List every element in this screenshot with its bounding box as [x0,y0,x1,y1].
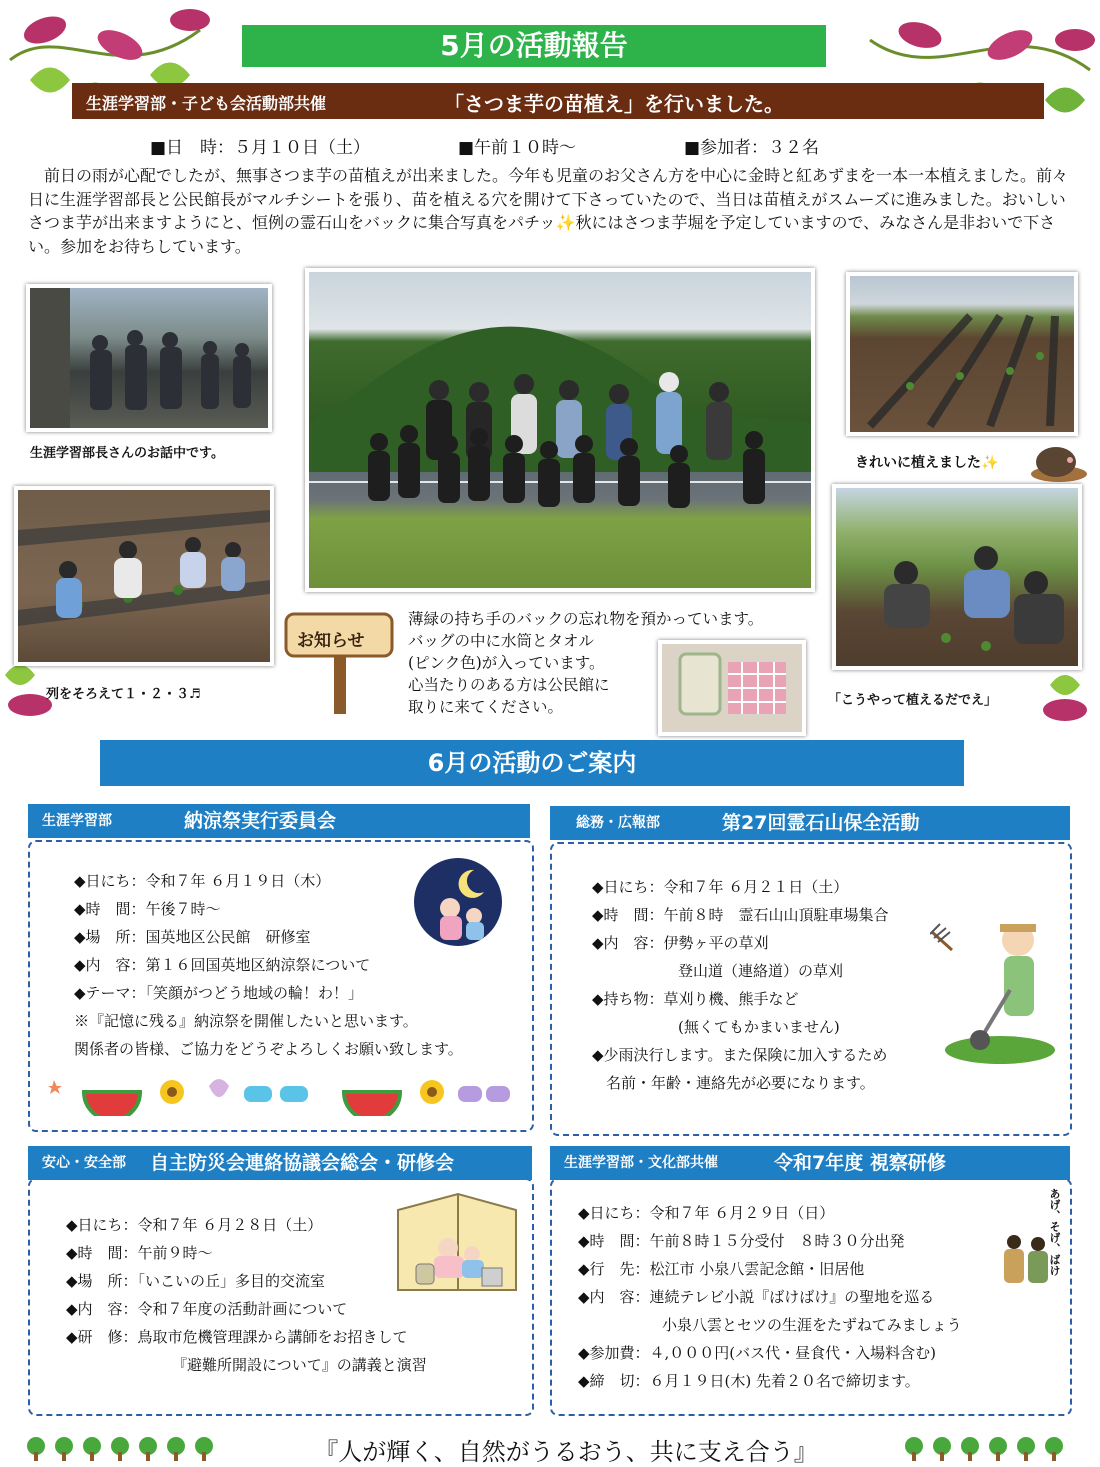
photo-group [305,268,815,592]
bakebake-illustration [996,1188,1062,1288]
caption-rows: 列をそろえて１・２・３♬ [46,687,201,702]
box-line: ◆参加費：４,０００円(バス代・昼食代・入場料含む) [578,1344,937,1362]
box-line: ◆日にち：令和７年 ６月２９日（日） [578,1204,835,1222]
box-line: ※『記憶に残る』納涼祭を開催したいと思います。 [74,1012,418,1030]
box-line: ◆時 間：午前９時～ [66,1244,213,1262]
box-line: ◆時 間：午前８時 霊石山山頂駐車場集合 [592,906,889,924]
box-line: ◆内 容：伊勢ヶ平の草刈 [592,934,769,952]
trees-decoration [902,1436,1082,1462]
box-line: 登山道（連絡道）の草刈 [678,962,844,980]
may-report-banner: 5月の活動報告 [242,25,826,67]
box-disaster-prevention-header [28,1146,532,1180]
notice-line: 心当たりのある方は公民館に [408,676,610,694]
caption-planted: きれいに植えました✨ [855,455,999,471]
notice-line: 薄緑の持ち手のバックの忘れ物を預かっています。 [408,610,764,628]
evacuation-shelter-illustration [388,1190,524,1302]
box-line: ◆持ち物：草刈り機、熊手など [592,990,799,1008]
box-line: ◆締 切：６月１９日(木) 先着２０名で締切ます。 [578,1372,920,1390]
signpost-icon [284,596,396,716]
box-line: ◆内 容：第１６回国英地区納涼祭について [74,956,371,974]
box-dept: 総務・広報部 [576,815,660,831]
box-line: ◆時 間：午前８時１５分受付 ８時３０分出発 [578,1232,905,1250]
event-time: ■午前１０時～ [458,138,577,158]
box-title: 第27回霊石山保全活動 [722,812,920,834]
event-title-bar [72,83,1044,119]
box-line: ◆内 容：令和７年度の活動計画について [66,1300,348,1318]
slogan: 『人が輝く、自然がうるおう、共に支え合う』 [314,1438,818,1466]
mole-icon [1030,438,1088,482]
box-dept: 生涯学習部 [42,813,112,829]
box-line: (無くてもかまいません) [678,1018,840,1036]
box-line: ◆テーマ：「笑顔がつどう地域の輪！わ！」 [74,984,364,1002]
caption-talk: 生涯学習部長さんのお話中です。 [30,446,224,461]
trees-decoration [24,1436,224,1462]
event-date: ■日 時：５月１０日（土） [150,138,371,158]
photo-rows [14,486,274,666]
night-festival-illustration [412,856,504,946]
box-line: 関係者の皆様、ご協力をどうぞよろしくお願い致します。 [74,1040,463,1058]
bakebake-art-text: あげ、そげ、ばけ [1048,1188,1061,1276]
event-sponsor: 生涯学習部・子ども会活動部共催 [86,94,327,113]
box-line: ◆少雨決行します。また保険に加入するため [592,1046,888,1064]
box-study-tour-header [550,1146,1070,1180]
photo-lost-bag [658,640,806,736]
june-guide-banner: 6月の活動のご案内 [100,740,964,786]
box-line: ◆日にち：令和７年 ６月２８日（土） [66,1216,323,1234]
box-line: ◆日にち：令和７年 ６月１９日（木） [74,872,331,890]
event-report-text: 前日の雨が心配でしたが、無事さつま芋の苗植えが出来ました。今年も児童のお父さん方を中心に金時と紅あずまを一本一本植えました。前々日に生涯学習部長と公民館長がマルチシートを張り、苗を植える穴を開けて下さっていたので、当日は苗植えがスムーズに進みました。おいしいさつま芋が出来ますようにと、恒例の霊石山をバックに集合写真をパチッ✨秋にはさつま芋堀を予定していますので、みなさん是非おいで下さい。参加をお待ちしています。 [28,166,1069,256]
box-line: ◆行 先：松江市 小泉八雲記念館・旧居他 [578,1260,865,1278]
box-mountain-conservation-header [550,806,1070,840]
notice-line: バッグの中に水筒とタオル [408,632,595,650]
photo-planted [846,272,1078,436]
box-line: 『避難所開設について』の講義と演習 [172,1356,427,1374]
box-summer-festival-header [28,804,530,838]
box-line: ◆日にち：令和７年 ６月２１日（土） [592,878,849,896]
box-title: 自主防災会連絡協議会総会・研修会 [150,1152,455,1174]
notice-sign: お知らせ [297,631,365,651]
box-line: ◆場 所：「いこいの丘」多目的交流室 [66,1272,326,1290]
photo-how [832,484,1082,670]
box-title: 令和7年度 視察研修 [774,1152,946,1174]
box-dept: 安心・安全部 [42,1155,126,1171]
box-line: 小泉八雲とセツの生涯をたずねてみましょう [662,1316,962,1334]
summer-items-illustration [44,1070,514,1116]
box-line: 名前・年齢・連絡先が必要になります。 [606,1074,875,1092]
box-line: ◆内 容：連続テレビ小説『ばけばけ』の聖地を巡る [578,1288,935,1306]
box-line: ◆場 所：国英地区公民館 研修室 [74,928,311,946]
box-title: 納涼祭実行委員会 [184,810,337,832]
box-line: ◆時 間：午後７時～ [74,900,221,918]
event-title: 「さつま芋の苗植え」を行いました。 [444,92,784,116]
sweet-potato-vine-decoration [1030,670,1100,740]
box-line: ◆研 修：鳥取市危機管理課から講師をお招きして [66,1328,408,1346]
notice-line: (ピンク色)が入っています。 [408,654,605,672]
photo-talk [26,284,272,432]
caption-how: 「こうやって植えるだでえ」 [828,693,998,708]
notice-line: 取りに来てください。 [408,698,564,716]
grass-cutter-illustration [930,910,1060,1070]
box-dept: 生涯学習部・文化部共催 [564,1155,718,1171]
event-participants: ■参加者：３２名 [684,138,820,158]
